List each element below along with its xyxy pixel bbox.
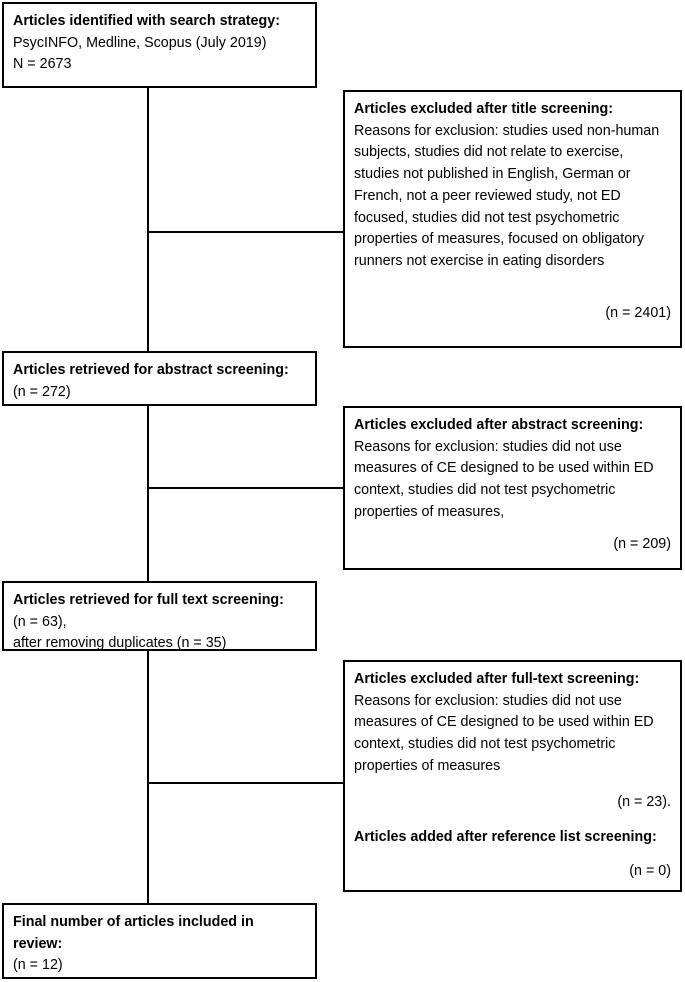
excluded-fulltext-reasons: Reasons for exclusion: studies did not use measures of CE designed to be used within ED context, studies did not test psychometric properties of measures	[354, 692, 654, 774]
box-excluded-after-abstract-screening	[343, 406, 682, 570]
retrieved-fulltext-heading: Articles retrieved for full text screening:	[13, 592, 284, 608]
excluded-title-reasons: Reasons for exclusion: studies used non-human subjects, studies did not relate to exercise, studies not published in English, German or French, not a peer reviewed study, not ED focused, studies did not test psychometric properties of measures, focused on obligatory runners not exercise in eating disorders	[354, 122, 660, 270]
identified-sources: PsycINFO, Medline, Scopus (July 2019)	[13, 34, 267, 51]
retrieved-fulltext-duplicates: after removing duplicates (n = 35)	[13, 635, 227, 652]
excluded-fulltext-count: (n = 23).	[617, 793, 671, 810]
identified-heading: Articles identified with search strategy:	[13, 13, 280, 29]
excluded-fulltext-spacer	[354, 813, 671, 827]
identified-count: N = 2673	[13, 56, 72, 73]
retrieved-abstract-count: (n = 272)	[13, 383, 71, 400]
connector-line-to-abstract-exclusion	[147, 487, 343, 489]
excluded-abstract-heading: Articles excluded after abstract screening:	[354, 417, 644, 433]
box-excluded-after-fulltext-screening	[343, 660, 682, 892]
box-retrieved-for-fulltext-screening	[2, 581, 317, 651]
added-reference-list-count: (n = 0)	[629, 863, 671, 880]
final-count: (n = 12)	[13, 957, 63, 974]
excluded-title-heading: Articles excluded after title screening:	[354, 101, 614, 117]
connector-line-to-fulltext-exclusion	[147, 782, 343, 784]
box-articles-identified	[2, 2, 317, 88]
connector-line-abstract-to-fulltext	[147, 406, 149, 586]
excluded-abstract-reasons: Reasons for exclusion: studies did not use measures of CE designed to be used within ED context, studies did not test psychometric properties of measures,	[354, 438, 654, 520]
box-excluded-after-title-screening	[343, 90, 682, 348]
final-heading-line1: Final number of articles included in	[13, 914, 254, 930]
retrieved-abstract-heading: Articles retrieved for abstract screening:	[13, 362, 289, 378]
excluded-abstract-count: (n = 209)	[613, 535, 671, 552]
connector-line-to-title-exclusion	[147, 231, 343, 233]
final-heading-line2: review:	[13, 935, 63, 952]
connector-line-identified-to-abstract	[147, 88, 149, 353]
excluded-title-count: (n = 2401)	[605, 304, 671, 321]
connector-line-fulltext-to-final	[147, 651, 149, 905]
box-final-articles-included	[2, 903, 317, 979]
added-reference-list-heading: Articles added after reference list screening:	[354, 829, 657, 846]
excluded-fulltext-heading: Articles excluded after full-text screening:	[354, 671, 640, 687]
retrieved-fulltext-count: (n = 63),	[13, 613, 67, 630]
box-retrieved-for-abstract-screening	[2, 351, 317, 406]
